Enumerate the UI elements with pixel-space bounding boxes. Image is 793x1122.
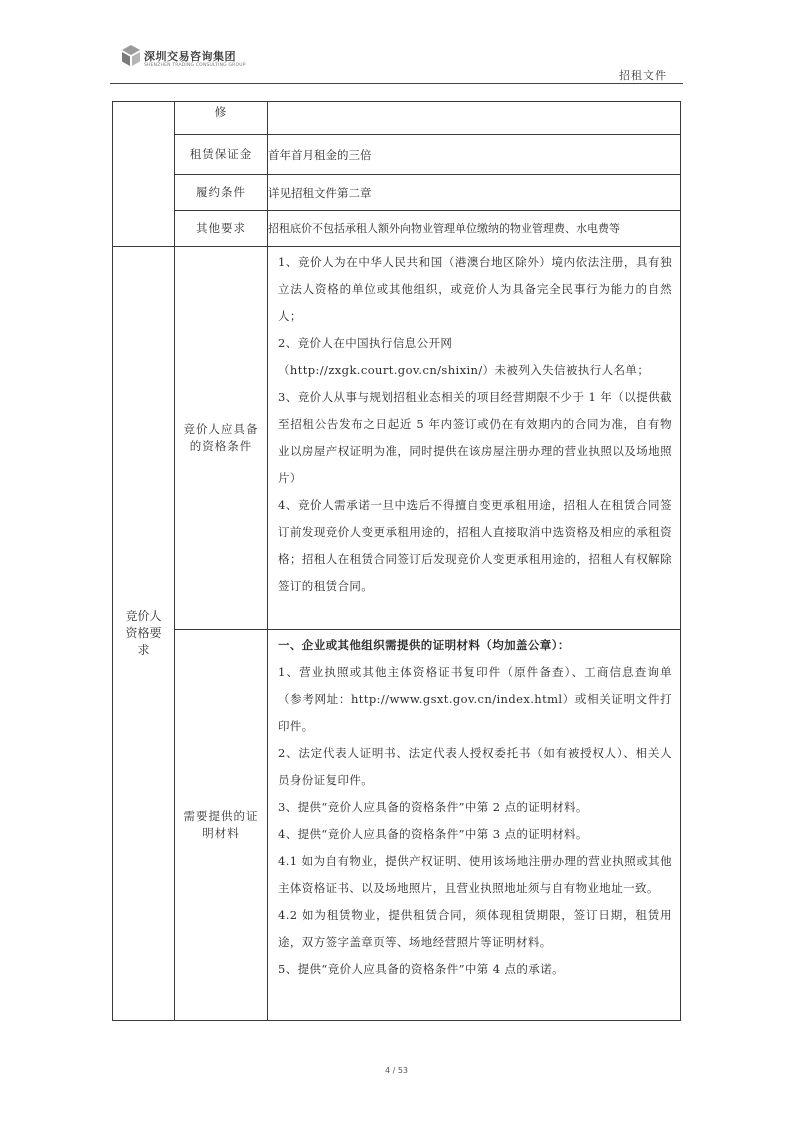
table-row xyxy=(113,247,681,630)
table-row xyxy=(113,211,681,247)
table-row xyxy=(113,175,681,211)
logo-mark-icon xyxy=(120,44,142,68)
qualification-content xyxy=(268,247,681,630)
table-row xyxy=(113,102,681,135)
document-type: 招租文件 xyxy=(619,69,667,82)
header-divider xyxy=(110,83,683,84)
company-logo xyxy=(120,44,280,76)
row-value-deposit: 首年首月租金的三倍 xyxy=(268,135,681,175)
row-value-other: 招租底价不包括承租人额外向物业管理单位缴纳的物业管理费、水电费等 xyxy=(268,211,681,247)
rental-terms-table xyxy=(112,101,681,1021)
row-value-performance: 详见招租文件第二章 xyxy=(268,175,681,211)
blank-section-cell xyxy=(113,102,175,247)
row-label-performance: 履约条件 xyxy=(175,175,268,211)
documents-item: 5、提供“竞价人应具备的资格条件”中第 4 点的承诺。 xyxy=(278,962,564,976)
documents-item: 2、法定代表人证明书、法定代表人授权委托书（如有被授权人）、相关人员身份证复印件。 xyxy=(278,746,672,787)
row-label-other: 其他要求 xyxy=(175,211,268,247)
page-number: 4 / 53 xyxy=(384,1066,409,1075)
documents-item: 1、营业执照或其他主体资格证书复印件（原件备查）、工商信息查询单（参考网址：http://www.gsxt.gov.cn/index.html）或相关证明文件打印件。 xyxy=(278,665,672,733)
qualification-item: （http://zxgk.court.gov.cn/shixin/）未被列入失信被执行人名单； xyxy=(278,363,650,377)
qualification-item: 4、竞价人需承诺一旦中选后不得擅自变更承租用途，招租人在租赁合同签订前发现竞价人变更承租用途的，招租人直接取消中选资格及相应的承租资格；招租人在租赁合同签订后发现竞价人变更承租用途的，招租人有权解除签订的租赁合同。 xyxy=(278,498,672,593)
qualification-item: 3、竞价人从事与规划招租业态相关的项目经营期限不少于 1 年（以提供截至招租公告发布之日起近 5 年内签订或仍在有效期内的合同为准，自有物业以房屋产权证明为准，同时提供在该房屋注册办理的营业执照以及场地照片） xyxy=(278,390,672,485)
company-name: 深圳交易咨询集团 xyxy=(144,50,236,63)
section-label-qualification: 竞价人资格要求 xyxy=(113,247,175,1021)
row-label: 修 xyxy=(175,102,268,135)
documents-item: 4.1 如为自有物业，提供产权证明、使用该场地注册办理的营业执照或其他主体资格证书、以及场地照片，且营业执照地址须与自有物业地址一致。 xyxy=(278,854,672,895)
documents-item: 4、提供“竞价人应具备的资格条件”中第 3 点的证明材料。 xyxy=(278,827,588,841)
documents-label: 需要提供的证明材料 xyxy=(175,630,268,1021)
page-header xyxy=(0,0,793,90)
table-row xyxy=(113,630,681,1021)
qualification-label: 竞价人应具备的资格条件 xyxy=(175,247,268,630)
table-row xyxy=(113,135,681,175)
qualification-item: 1、竞价人为在中华人民共和国（港澳台地区除外）境内依法注册，具有独立法人资格的单位或其他组织，或竞价人为具备完全民事行为能力的自然人； xyxy=(278,255,672,323)
row-label-deposit: 租赁保证金 xyxy=(175,135,268,175)
documents-content xyxy=(268,630,681,1021)
row-value xyxy=(268,102,681,135)
documents-heading: 一、企业或其他组织需提供的证明材料（均加盖公章）： xyxy=(278,638,570,652)
documents-item: 3、提供“竞价人应具备的资格条件”中第 2 点的证明材料。 xyxy=(278,800,588,814)
documents-item: 4.2 如为租赁物业，提供租赁合同，须体现租赁期限，签订日期，租赁用途，双方签字盖章页等、场地经营照片等证明材料。 xyxy=(278,908,672,949)
company-name-en: SHENZHEN TRADING CONSULTING GROUP xyxy=(144,63,246,68)
qualification-item: 2、竞价人在中国执行信息公开网 xyxy=(278,336,453,350)
